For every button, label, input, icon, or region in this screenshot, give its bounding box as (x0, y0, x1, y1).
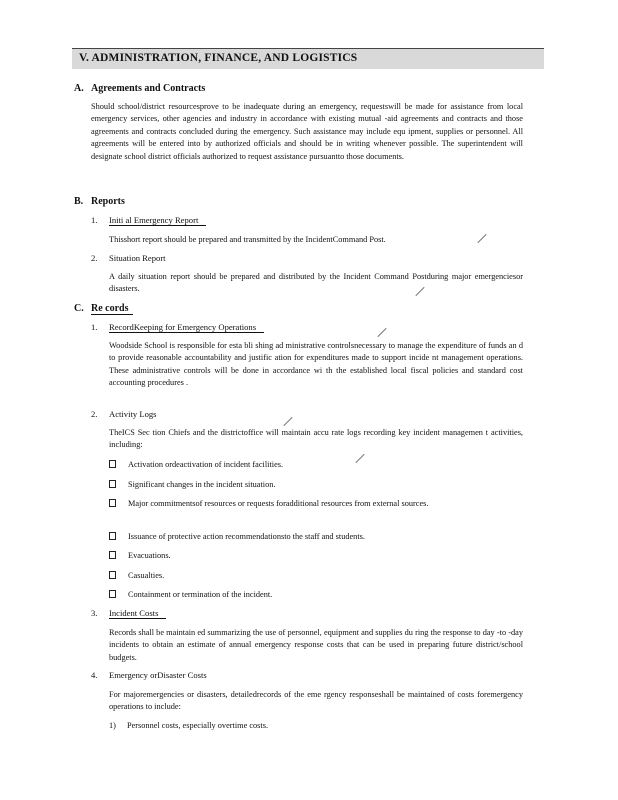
disaster-costs-body: For majoremergencies or disasters, detailedrecords of the eme rgency responseshall be maintained of costs foremergency operations to include: (109, 690, 523, 712)
list-item: Casualties. (109, 570, 523, 582)
section-a-body: Should school/district resourcesprove to be inadequate during an emergency, requestswill be made for assistance from local emergency services, other agencies and industry in accordance with existing mutual -aid agreements and contracts and those agreements and contracts concluded during the emergency. Such assistance may include equ ipment, supplies or personnel. All agreements will be entered into by authorized officials and should be in writing whenever possible. The superintendent will designate school district officials authorized to request assistance pursuantto those documents. (91, 102, 523, 161)
section-header-bar (72, 48, 544, 69)
checkbox-square-icon (109, 460, 116, 468)
incident-costs-body: Records shall be maintain ed summarizing the use of personnel, equipment and supplies du ring the response to day -to -day incidents to obtain an estimate of annual emergency response costs that can be used in preparing future district/school budgets. (109, 628, 523, 662)
list-item: Containment or termination of the incident. (109, 589, 523, 601)
list-item: Activation ordeactivation of incident facilities. (109, 459, 523, 471)
item-number: 1) (109, 721, 116, 730)
item-text: Personnel costs, especially overtime costs. (127, 721, 269, 730)
record-keeping-body: Woodside School is responsible for esta bli shing ad ministrative controlsnecessary to manage the expenditure of funds an d to provide reasonable accountability and justific ation for expenditures made to support incide nt management operations. These administrative controls will be done in accordance wi th the established local fiscal policies and standard cost accounting procedures . (109, 341, 523, 388)
section-c-letter: C. (74, 303, 84, 314)
section-a-title: Agreements and Contracts (91, 83, 206, 94)
list-item: Significant changes in the incident situation. (109, 479, 523, 491)
item-number: 2. (91, 409, 98, 419)
section-a-heading (74, 83, 205, 94)
section-c-heading (74, 303, 133, 314)
item-title: Activity Logs (109, 409, 157, 419)
report-situation-body: A daily situation report should be prepared and distributed by the Incident Command Postduring major emergenciesor disasters. (109, 272, 523, 294)
scan-artifact (283, 417, 292, 426)
scan-artifact (377, 328, 386, 337)
incident-costs-heading (91, 608, 166, 618)
item-title: Initi al Emergency Report (109, 215, 206, 226)
checkbox-square-icon (109, 499, 116, 507)
numbered-sub-item (109, 721, 268, 730)
item-title: Emergency orDisaster Costs (109, 670, 207, 680)
report-situation-heading (91, 253, 166, 263)
checkbox-square-icon (109, 532, 116, 540)
item-title: Situation Report (109, 253, 166, 263)
section-c-title: Re cords (91, 303, 133, 315)
item-number: 1. (91, 215, 98, 225)
item-number: 2. (91, 253, 98, 263)
section-b-heading (74, 196, 125, 207)
list-item: Evacuations. (109, 550, 523, 562)
list-item: Issuance of protective action recommendationsto the staff and students. (109, 531, 523, 543)
page-title: V. ADMINISTRATION, FINANCE, AND LOGISTICS (79, 52, 358, 64)
section-b-letter: B. (74, 196, 84, 207)
item-number: 3. (91, 608, 98, 618)
activity-logs-body: TheICS Sec tion Chiefs and the districtoffice will maintain accu rate logs recording key incident managemen t activities, including: (109, 428, 523, 450)
list-item: Major commitmentsof resources or requests foradditional resources from external sources. (109, 498, 523, 510)
item-number: 4. (91, 670, 98, 680)
record-keeping-heading (91, 322, 264, 332)
disaster-costs-heading (91, 670, 207, 680)
item-title: RecordKeeping for Emergency Operations (109, 322, 264, 333)
checkbox-square-icon (109, 480, 116, 488)
checkbox-square-icon (109, 571, 116, 579)
checkbox-square-icon (109, 551, 116, 559)
item-number: 1. (91, 322, 98, 332)
report-initial-body: Thisshort report should be prepared and transmitted by the IncidentCommand Post. (109, 235, 386, 244)
report-initial-heading (91, 215, 206, 225)
item-title: Incident Costs (109, 608, 166, 619)
section-a-letter: A. (74, 83, 84, 94)
section-b-title: Reports (91, 196, 125, 207)
activity-logs-heading (91, 409, 157, 419)
checkbox-square-icon (109, 590, 116, 598)
